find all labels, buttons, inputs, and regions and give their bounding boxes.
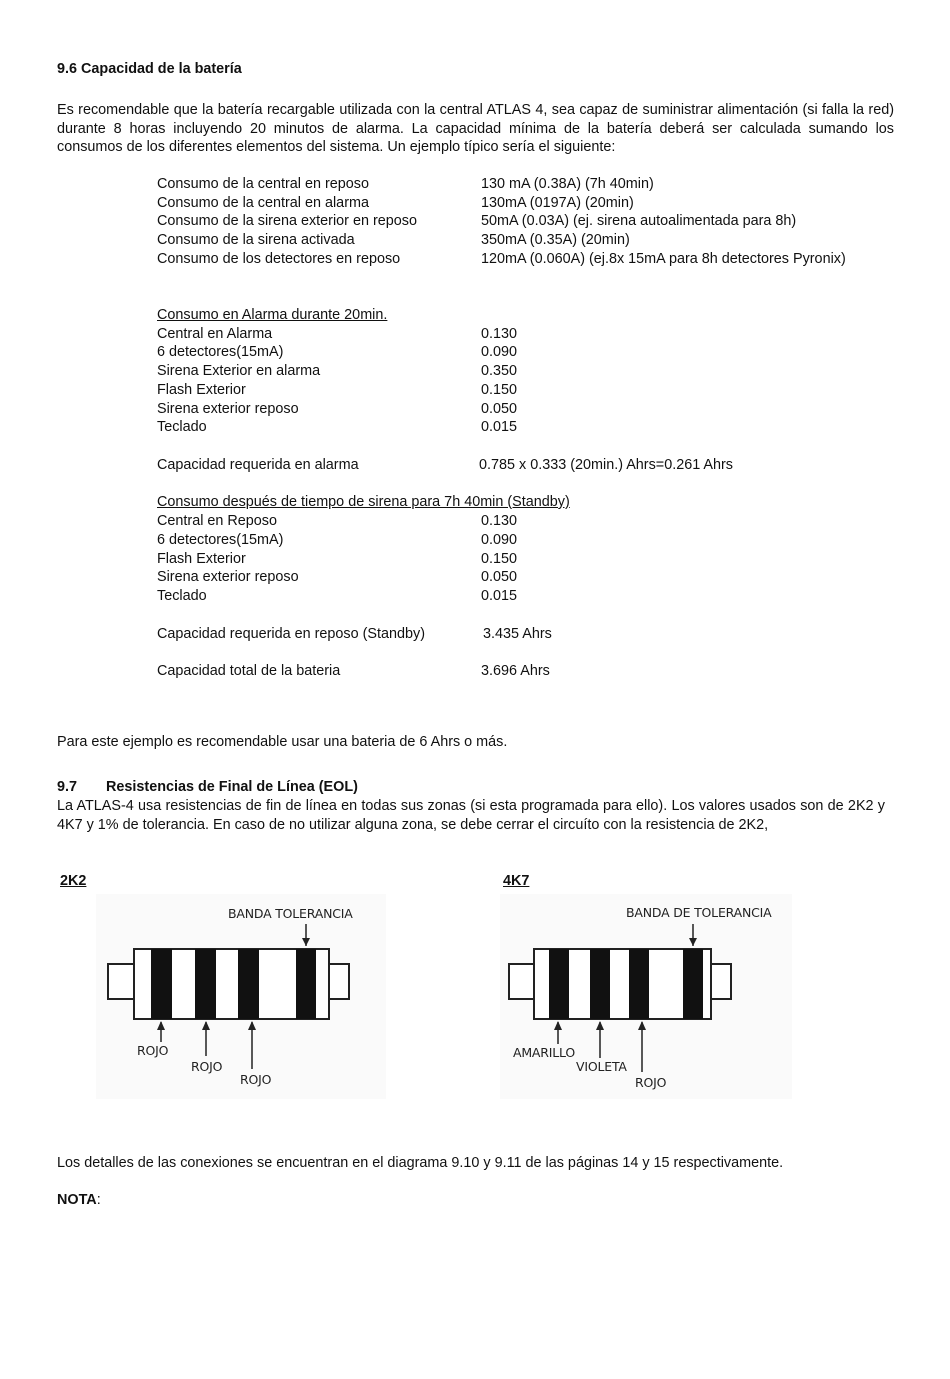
row-label: Capacidad requerida en alarma [157,457,359,473]
row-value: 0.150 [481,551,518,567]
row-label: Sirena Exterior en alarma [157,363,321,379]
row-value: 350mA (0.35A) (20min) [481,232,630,248]
band-3 [629,949,649,1019]
row-value: 50mA (0.03A) (ej. sirena autoalimentada para 8h) [481,213,797,229]
row-label: Consumo de la central en alarma [157,195,369,211]
band-tolerance [683,949,703,1019]
table-heading [157,493,917,512]
row-label: Capacidad requerida en reposo (Standby) [157,626,425,642]
row-value: 0.350 [481,363,518,379]
resistor-2k2-diagram [96,894,386,1099]
nota-colon: : [96,1192,101,1208]
row-label: Capacidad total de la bateria [157,663,341,679]
row-value: 0.785 x 0.333 (20min.) Ahrs=0.261 Ahrs [479,457,733,473]
eol-paragraph: La ATLAS-4 usa resistencias de fin de línea en todas sus zonas (si esta programada para ello). Los valores usados son de 2K2 y 4K7 y 1% de tolerancia. En caso de no utilizar alguna zona, se debe cerrar el circuíto con la resistencia de 2K2, [57,798,885,833]
row-value: 0.050 [481,569,518,585]
arrowhead [689,938,697,946]
conclusion-text: Para este ejemplo es recomendable usar una bateria de 6 Ahrs o más. [57,734,508,750]
row-label: Teclado [157,588,207,604]
table-row [157,325,917,344]
intro-paragraph: Es recomendable que la batería recargable utilizada con la central ATLAS 4, sea capaz de suministrar alimentación (si falla la red) durante 8 horas incluyendo 20 minutos de alarma. La capacidad mínima de la batería deberá ser calculada sumando los consumos de los diferentes elementos del sistema. Un ejemplo típico sería el siguiente: [57,102,894,156]
band-label: ROJO [240,1072,272,1087]
section-title-9-7: Resistencias de Final de Línea (EOL) [106,779,358,795]
arrowhead [638,1021,646,1030]
row-label: Consumo de los detectores en reposo [157,251,401,267]
table-row [157,400,917,419]
resistor-2k2-drawing [96,894,386,1099]
lead-right [329,964,349,999]
band-label: ROJO [635,1075,667,1090]
row-label: Sirena exterior reposo [157,569,299,585]
table-row [157,456,917,475]
table-heading [157,306,917,325]
row-label: 6 detectores(15mA) [157,344,284,360]
table-row [157,212,917,231]
row-value: 120mA (0.060A) (ej.8x 15mA para 8h detectores Pyronix) [481,251,846,267]
arrowhead [302,938,310,946]
arrowhead [157,1021,165,1030]
arrowhead [202,1021,210,1030]
resistor-4k7-drawing [500,894,792,1099]
row-value: 0.130 [481,326,518,342]
row-label: Sirena exterior reposo [157,401,299,417]
lead-right [711,964,731,999]
row-value: 0.050 [481,401,518,417]
row-value: 0.150 [481,382,518,398]
row-value: 0.015 [481,419,518,435]
table-row [157,418,917,437]
row-label: 6 detectores(15mA) [157,532,284,548]
row-label: Flash Exterior [157,551,246,567]
row-value: 130mA (0197A) (20min) [481,195,634,211]
band-2 [195,949,216,1019]
row-value: 0.015 [481,588,518,604]
row-label: Flash Exterior [157,382,246,398]
section-title-9-6: 9.6 Capacidad de la batería [57,61,242,77]
table-row [157,381,917,400]
band-label: ROJO [137,1043,169,1058]
band-tolerance [296,949,316,1019]
details-text: Los detalles de las conexiones se encuentran en el diagrama 9.10 y 9.11 de las páginas 14 y 15 respectivamente. [57,1155,784,1171]
row-label: Teclado [157,419,207,435]
row-value: 3.435 Ahrs [483,626,552,642]
table-row [157,625,917,644]
table-row [157,662,917,681]
tolerance-label: BANDA TOLERANCIA [228,906,353,921]
table-row [157,550,917,569]
table-row [157,250,917,269]
table-row [157,512,917,531]
section-number-9-7: 9.7 [57,779,78,795]
row-label: Consumo de la central en reposo [157,176,369,192]
table-row [157,568,917,587]
row-label: Consumo de la sirena activada [157,232,355,248]
row-value: 0.130 [481,513,518,529]
row-label: Central en Alarma [157,326,273,342]
band-1 [151,949,172,1019]
arrowhead [554,1021,562,1030]
nota-label: NOTA [57,1192,97,1208]
table-row [157,531,917,550]
row-value: 0.090 [481,344,518,360]
table-row [157,343,917,362]
band-2 [590,949,610,1019]
alarm-heading: Consumo en Alarma durante 20min. [157,307,388,323]
arrowhead [596,1021,604,1030]
lead-left [509,964,534,999]
table-row [157,587,917,606]
row-value: 3.696 Ahrs [481,663,550,679]
row-label: Consumo de la sirena exterior en reposo [157,213,417,229]
table-row [157,194,917,213]
row-value: 0.090 [481,532,518,548]
row-value: 130 mA (0.38A) (7h 40min) [481,176,654,192]
band-1 [549,949,569,1019]
band-3 [238,949,259,1019]
band-label: ROJO [191,1059,223,1074]
tolerance-label: BANDA DE TOLERANCIA [626,905,772,920]
resistor-4k7-label: 4K7 [503,873,530,889]
table-row [157,175,917,194]
arrowhead [248,1021,256,1030]
table-row [157,231,917,250]
band-label: VIOLETA [576,1059,627,1074]
band-label: AMARILLO [513,1045,575,1060]
row-label: Central en Reposo [157,513,277,529]
table-row [157,362,917,381]
resistor-2k2-label: 2K2 [60,873,87,889]
standby-heading: Consumo después de tiempo de sirena para 7h 40min (Standby) [157,494,570,510]
resistor-4k7-diagram [500,894,792,1099]
lead-left [108,964,134,999]
nota-line [57,1192,101,1208]
